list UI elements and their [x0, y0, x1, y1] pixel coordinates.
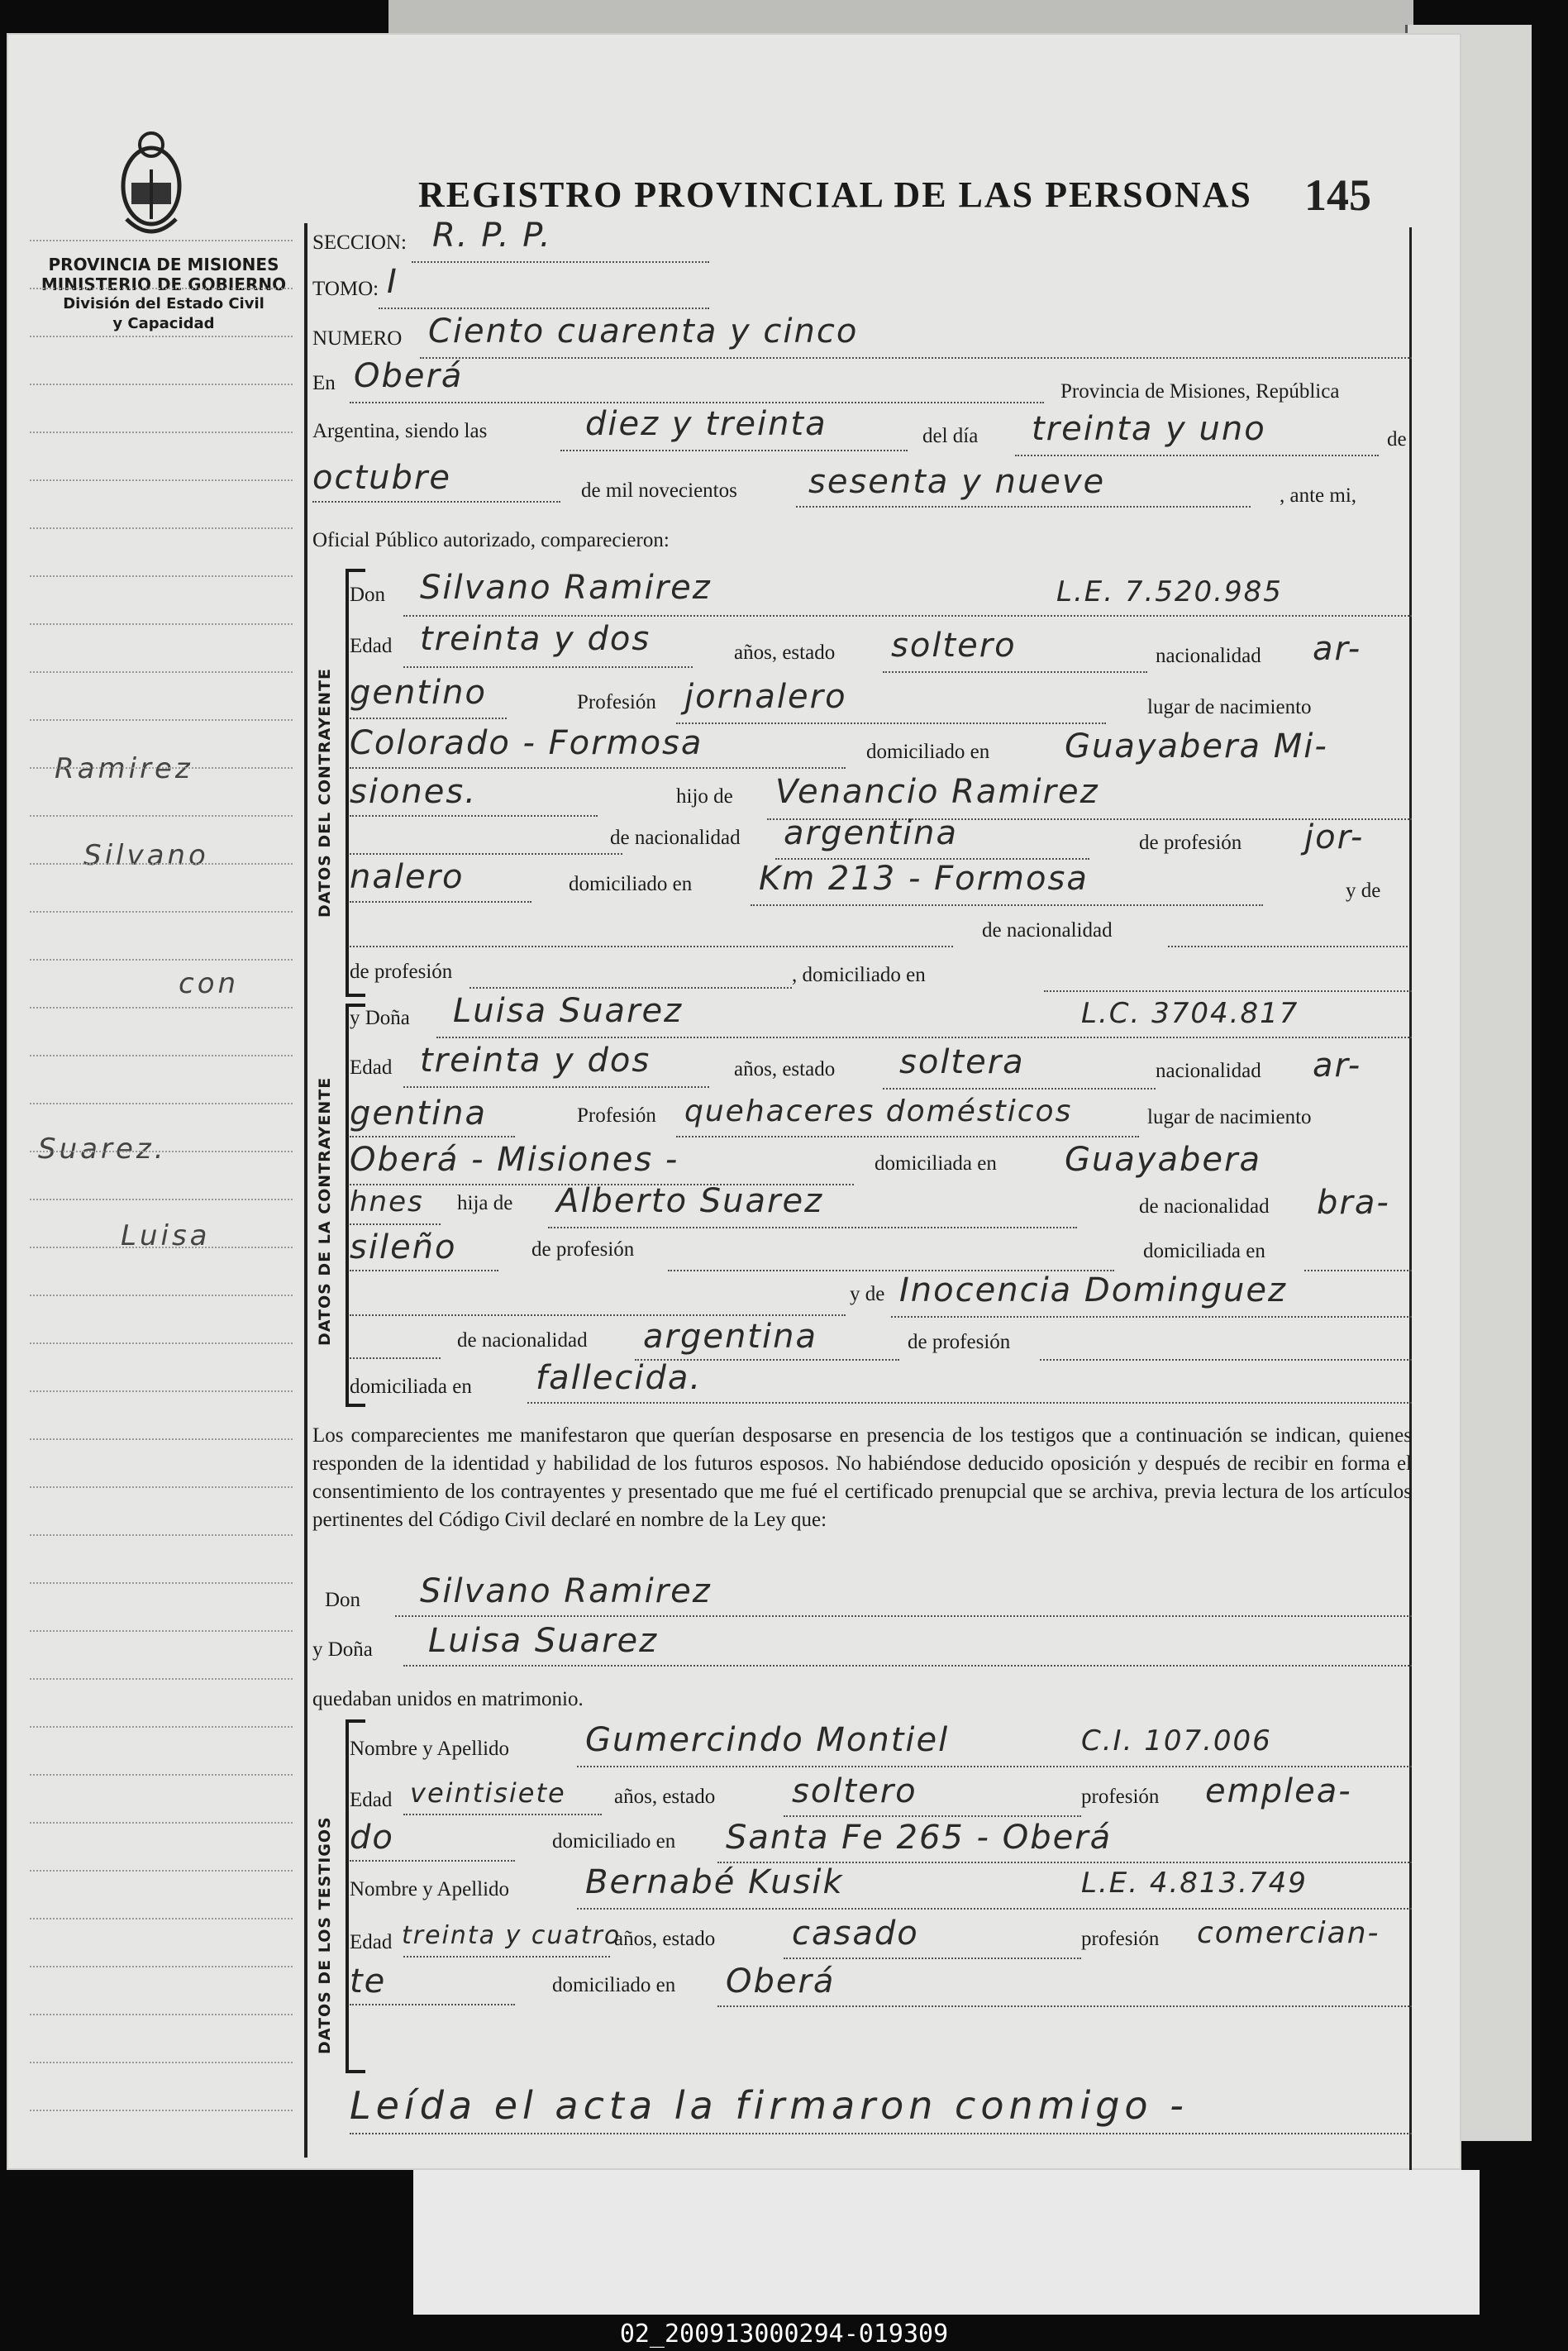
- madre-prof-line-2: [1040, 1359, 1412, 1361]
- margin-rule-line: [30, 1295, 293, 1296]
- lugar-label: lugar de nacimiento: [1147, 696, 1312, 718]
- t1-edad: veintisiete: [410, 1777, 566, 1809]
- t1-prof-b: do: [350, 1819, 394, 1857]
- dona-line: [436, 1037, 1412, 1038]
- madre-prof-label-2: de profesión: [908, 1331, 1011, 1353]
- contrayenta-profesion: quehaceres domésticos: [684, 1094, 1073, 1128]
- numero-value: Ciento cuarenta y cinco: [428, 312, 859, 351]
- t2-prof-b: te: [350, 1962, 387, 2000]
- page-number: 145: [1304, 170, 1371, 220]
- margin-rule-line: [30, 911, 293, 913]
- margin-rule-line: [30, 384, 293, 385]
- del-dia-label: del día: [922, 425, 979, 447]
- contrayenta-nombre: Luisa Suarez: [453, 992, 684, 1030]
- t2-dom: Oberá: [726, 1962, 836, 2000]
- contrayenta-madre: Inocencia Dominguez: [899, 1271, 1287, 1309]
- profesion-label: Profesión: [577, 691, 656, 713]
- madre-nac-line: [1168, 946, 1408, 947]
- blank-line-4: [350, 1357, 441, 1359]
- t1-nombre-line: [577, 1766, 1412, 1767]
- t1-anios-estado-label: años, estado: [614, 1786, 716, 1808]
- profesion-line-2: [676, 1136, 1139, 1137]
- argentina-text: Argentina, siendo las: [312, 420, 488, 442]
- provincia-text: Provincia de Misiones, República: [1060, 380, 1340, 403]
- contrayenta-padre: Alberto Suarez: [556, 1182, 824, 1220]
- t1-nombre: Gumercindo Montiel: [585, 1721, 950, 1759]
- t1-dom: Santa Fe 265 - Oberá: [726, 1819, 1113, 1857]
- t1-edad-line: [403, 1814, 602, 1815]
- dia-line: [1015, 455, 1379, 456]
- de-label: de: [1387, 428, 1407, 451]
- don-label: Don: [350, 584, 386, 606]
- lugar-label-2: lugar de nacimiento: [1147, 1106, 1312, 1128]
- de-mil-label: de mil novecientos: [581, 479, 737, 502]
- contrayenta-domicilio-b: hnes: [350, 1185, 424, 1218]
- margin-rule-line: [30, 1390, 293, 1392]
- registry-page: [7, 33, 1461, 2170]
- contrayenta-madre-nac: argentina: [643, 1318, 817, 1356]
- padre-dom-label-2: domiciliada en: [1143, 1240, 1265, 1262]
- madre-prof-label: de profesión: [350, 961, 453, 983]
- padre-dom-label: domiciliado en: [569, 873, 693, 895]
- margin-rule-line: [30, 719, 293, 721]
- t2-nombre: Bernabé Kusik: [585, 1863, 844, 1901]
- margin-rule-line: [30, 959, 293, 961]
- nac-b-line-2: [350, 1136, 515, 1137]
- t2-dom-line: [717, 2005, 1412, 2007]
- t2-prof-b-line: [350, 2004, 515, 2005]
- margin-note-surname-bride: Suarez.: [38, 1133, 167, 1166]
- margin-rule-line: [30, 527, 293, 529]
- t1-doc: C.I. 107.006: [1081, 1724, 1272, 1757]
- decl-don-line: [395, 1615, 1412, 1617]
- t1-edad-label: Edad: [350, 1789, 393, 1811]
- margin-rule-line: [30, 623, 293, 625]
- contrayente-documento: L.E. 7.520.985: [1056, 575, 1283, 608]
- padre-dom-line: [751, 904, 1263, 906]
- anio-line: [796, 506, 1251, 508]
- t1-profesion-label: profesión: [1081, 1786, 1160, 1808]
- en-label: En: [312, 372, 336, 394]
- t2-estado-line: [784, 1958, 1081, 1959]
- t1-prof-b-line: [350, 1860, 515, 1862]
- contrayente-domicilio-a: Guayabera Mi-: [1065, 727, 1328, 765]
- numero-line: [420, 357, 1412, 359]
- padre-prof-b-line: [350, 901, 531, 903]
- contrayente-nacionalidad-b: gentino: [350, 674, 487, 712]
- contrayente-section-label: DATOS DEL CONTRAYENTE: [316, 668, 334, 918]
- margin-rule-line: [30, 1103, 293, 1104]
- margin-rule-line: [30, 1055, 293, 1056]
- madre-dom-label-2: domiciliada en: [350, 1376, 472, 1398]
- contrayente-estado: soltero: [891, 627, 1017, 665]
- margin-rule-line: [30, 1918, 293, 1919]
- nacionalidad-label-2: nacionalidad: [1156, 1060, 1261, 1082]
- closing-line: [350, 2133, 1412, 2134]
- contrayenta-lugar: Oberá - Misiones -: [350, 1141, 679, 1179]
- blank-line-3: [350, 1314, 846, 1316]
- contrayenta-edad: treinta y dos: [420, 1042, 651, 1080]
- ministry-line-1: PROVINCIA DE MISIONES: [48, 255, 279, 274]
- contrayenta-nacionalidad-a: ar-: [1313, 1047, 1362, 1085]
- contrayente-padre-prof-a: jor-: [1304, 818, 1365, 856]
- t1-estado-line: [784, 1815, 1081, 1817]
- de-nacionalidad-label-2: de nacionalidad: [1139, 1195, 1270, 1218]
- t1-estado: soltero: [792, 1772, 917, 1810]
- contrayente-domicilio-b: siones.: [350, 773, 477, 811]
- margin-rule-line: [30, 1870, 293, 1872]
- nac-b-line: [350, 718, 507, 719]
- t2-nombre-line: [577, 1908, 1412, 1910]
- anios-estado-label: años, estado: [734, 641, 836, 664]
- t2-edad: treinta y cuatro: [402, 1921, 622, 1950]
- t1-nombre-label: Nombre y Apellido: [350, 1738, 510, 1760]
- madre-nac-label-2: de nacionalidad: [457, 1329, 588, 1352]
- madre-dom-line-2: [527, 1402, 1412, 1404]
- declaration-paragraph: Los comparecientes me manifestaron que querían desposarse en presencia de los testigos que a continuación se indican, quienes responden de la identidad y habilidad de los futuros esposos. No habiéndose deducido oposición y después de recibir en forma el consentimiento de los contrayentes y presentado que me fué el certificado prenupcial que se archiva, previa lectura de los artículos pertinentes del Código Civil declaré en nombre de la Ley que:: [312, 1424, 1412, 1531]
- de-profesion-label: de profesión: [1139, 832, 1242, 854]
- hora-value: diez y treinta: [585, 405, 827, 443]
- margin-column: [13, 223, 307, 2158]
- contrayente-nacionalidad-a: ar-: [1313, 630, 1362, 668]
- contrayente-profesion: jornalero: [684, 678, 847, 716]
- t2-nombre-label: Nombre y Apellido: [350, 1878, 510, 1900]
- margin-rule-line: [30, 1151, 293, 1152]
- seccion-line: [412, 261, 709, 263]
- margin-note-name-groom: Silvano: [83, 839, 209, 872]
- decl-don-label: Don: [325, 1589, 361, 1611]
- madre-nac-label: de nacionalidad: [982, 919, 1113, 942]
- contrayente-padre: Venancio Ramirez: [775, 773, 1099, 811]
- margin-rule-line: [30, 1438, 293, 1440]
- anio-value: sesenta y nueve: [808, 463, 1106, 501]
- profesion-line: [676, 722, 1106, 724]
- margin-rule-line: [30, 240, 293, 241]
- hora-line: [560, 450, 908, 451]
- ministry-line-2: MINISTERIO DE GOBIERNO: [41, 274, 287, 294]
- margin-rule-line: [30, 1247, 293, 1248]
- ministry-line-4: y Capacidad: [112, 315, 215, 332]
- margin-rule-line: [30, 1966, 293, 1967]
- testigos-section-label: DATOS DE LOS TESTIGOS: [316, 1816, 334, 2054]
- padre-nac-b-line: [350, 1270, 498, 1271]
- t2-doc: L.E. 4.813.749: [1081, 1867, 1308, 1900]
- decl-dona-label: y Doña: [312, 1638, 373, 1661]
- dia-value: treinta y uno: [1032, 410, 1266, 448]
- padre-line-2: [548, 1227, 1077, 1228]
- contrayente-padre-dom: Km 213 - Formosa: [759, 860, 1089, 898]
- form-body: [312, 33, 1412, 2182]
- contrayenta-estado: soltera: [899, 1043, 1025, 1081]
- margin-rule-line: [30, 2062, 293, 2063]
- en-value: Oberá: [354, 357, 464, 395]
- anios-estado-label-2: años, estado: [734, 1058, 836, 1080]
- madre-dom-label: , domiciliado en: [792, 964, 926, 986]
- padre-dom-line-2: [1304, 1270, 1412, 1271]
- closing-text: Leída el acta la firmaron conmigo -: [350, 2083, 1189, 2128]
- page-title: REGISTRO PROVINCIAL DE LAS PERSONAS: [418, 174, 1252, 215]
- margin-rule-line: [30, 1630, 293, 1632]
- y-de-label: y de: [1346, 880, 1381, 902]
- hijo-label: hijo de: [676, 785, 733, 808]
- edad-line: [403, 666, 693, 668]
- margin-rule-line: [30, 767, 293, 769]
- scan-background-bottom: [413, 2170, 1480, 2315]
- contrayente-edad: treinta y dos: [420, 620, 651, 658]
- margin-rule-line: [30, 575, 293, 577]
- numero-label: NUMERO: [312, 327, 403, 350]
- t2-profesion-label: profesión: [1081, 1928, 1160, 1950]
- margin-rule-line: [30, 863, 293, 865]
- decl-dona-value: Luisa Suarez: [428, 1622, 659, 1660]
- seccion-value: R. P. P.: [432, 217, 552, 255]
- margin-rule-line: [30, 288, 293, 289]
- edad-label-2: Edad: [350, 1056, 393, 1079]
- domiciliado-label: domiciliado en: [866, 741, 990, 763]
- contrayenta-documento: L.C. 3704.817: [1081, 997, 1299, 1030]
- margin-rule-line: [30, 1007, 293, 1009]
- ante-mi-label: , ante mi,: [1280, 484, 1357, 507]
- tomo-value: I: [387, 263, 398, 301]
- tomo-line: [379, 308, 709, 309]
- domiciliada-label: domiciliada en: [875, 1152, 997, 1175]
- contrayenta-nacionalidad-b: gentina: [350, 1094, 488, 1133]
- contrayenta-padre-nac-a: bra-: [1317, 1184, 1390, 1222]
- madre-line-2: [891, 1316, 1412, 1318]
- t1-prof-a: emplea-: [1205, 1772, 1352, 1810]
- estado-line-2: [883, 1088, 1156, 1090]
- seccion-label: SECCION:: [312, 231, 407, 254]
- contrayente-lugar: Colorado - Formosa: [350, 724, 703, 762]
- contrayente-nombre: Silvano Ramirez: [420, 569, 712, 607]
- margin-rule-line: [30, 2110, 293, 2111]
- mes-value: octubre: [312, 459, 451, 497]
- margin-rule-line: [30, 1342, 293, 1344]
- contrayenta-padre-nac-b: sileño: [350, 1228, 457, 1266]
- margin-rule-line: [30, 1582, 293, 1584]
- margin-rule-line: [30, 336, 293, 337]
- blank-line-1: [350, 853, 622, 855]
- underlying-page-top: [388, 0, 1413, 33]
- margin-note-con: con: [179, 967, 240, 1000]
- don-line: [403, 615, 1412, 617]
- dom-b-line: [350, 815, 598, 817]
- margin-rule-line: [30, 1199, 293, 1200]
- de-profesion-label-2: de profesión: [531, 1238, 635, 1261]
- madre-dom-line: [1044, 990, 1412, 992]
- t2-edad-label: Edad: [350, 1931, 393, 1953]
- margin-rule-line: [30, 815, 293, 817]
- margin-rule-line: [30, 1726, 293, 1728]
- decl-dona-line: [403, 1665, 1412, 1667]
- t2-prof-a: comercian-: [1197, 1916, 1380, 1950]
- hija-label: hija de: [457, 1192, 513, 1214]
- profesion-label-2: Profesión: [577, 1104, 656, 1127]
- margin-rule-line: [30, 1678, 293, 1680]
- t2-anios-estado-label: años, estado: [614, 1928, 716, 1950]
- nacionalidad-label: nacionalidad: [1156, 645, 1261, 667]
- de-nacionalidad-label: de nacionalidad: [610, 827, 741, 849]
- t2-estado: casado: [792, 1915, 919, 1953]
- t2-dom-label: domiciliado en: [552, 1974, 676, 1996]
- margin-rule-line: [30, 671, 293, 673]
- y-de-label-2: y de: [850, 1283, 885, 1305]
- contrayenta-madre-dom: fallecida.: [536, 1359, 703, 1397]
- en-line: [350, 402, 1044, 403]
- margin-rule-line: [30, 1774, 293, 1776]
- margin-rule-line: [30, 479, 293, 481]
- oficial-text: Oficial Público autorizado, comparecieron:: [312, 529, 670, 551]
- contrayente-padre-prof-b: nalero: [350, 858, 465, 896]
- unidos-text: quedaban unidos en matrimonio.: [312, 1688, 584, 1710]
- t1-dom-label: domiciliado en: [552, 1830, 676, 1853]
- lugar-line: [350, 767, 846, 769]
- margin-note-surname-groom: Ramirez: [55, 752, 193, 785]
- blank-line-2: [350, 946, 953, 947]
- mes-line: [312, 501, 560, 503]
- decl-don-value: Silvano Ramirez: [420, 1572, 712, 1610]
- edad-label: Edad: [350, 635, 393, 657]
- dona-label: y Doña: [350, 1007, 410, 1029]
- t2-edad-line: [403, 1956, 610, 1958]
- margin-rule-line: [30, 1486, 293, 1488]
- tomo-label: TOMO:: [312, 278, 379, 300]
- dom-b-line-2: [350, 1223, 441, 1225]
- madre-prof-line: [469, 987, 792, 989]
- ministry-line-3: División del Estado Civil: [63, 295, 265, 312]
- margin-rule-line: [30, 1534, 293, 1536]
- contrayenta-domicilio-a: Guayabera: [1065, 1141, 1261, 1179]
- margin-rule-line: [30, 432, 293, 433]
- margin-rule-line: [30, 2014, 293, 2015]
- margin-rule-line: [30, 1822, 293, 1824]
- contrayente-padre-nac: argentina: [784, 814, 958, 852]
- footer-image-code: 02_200913000294-019309: [619, 2320, 949, 2349]
- contrayenta-section-label: DATOS DE LA CONTRAYENTE: [316, 1076, 334, 1346]
- edad-line-2: [403, 1086, 709, 1088]
- margin-note-name-bride: Luisa: [121, 1219, 211, 1252]
- estado-line: [883, 671, 1147, 673]
